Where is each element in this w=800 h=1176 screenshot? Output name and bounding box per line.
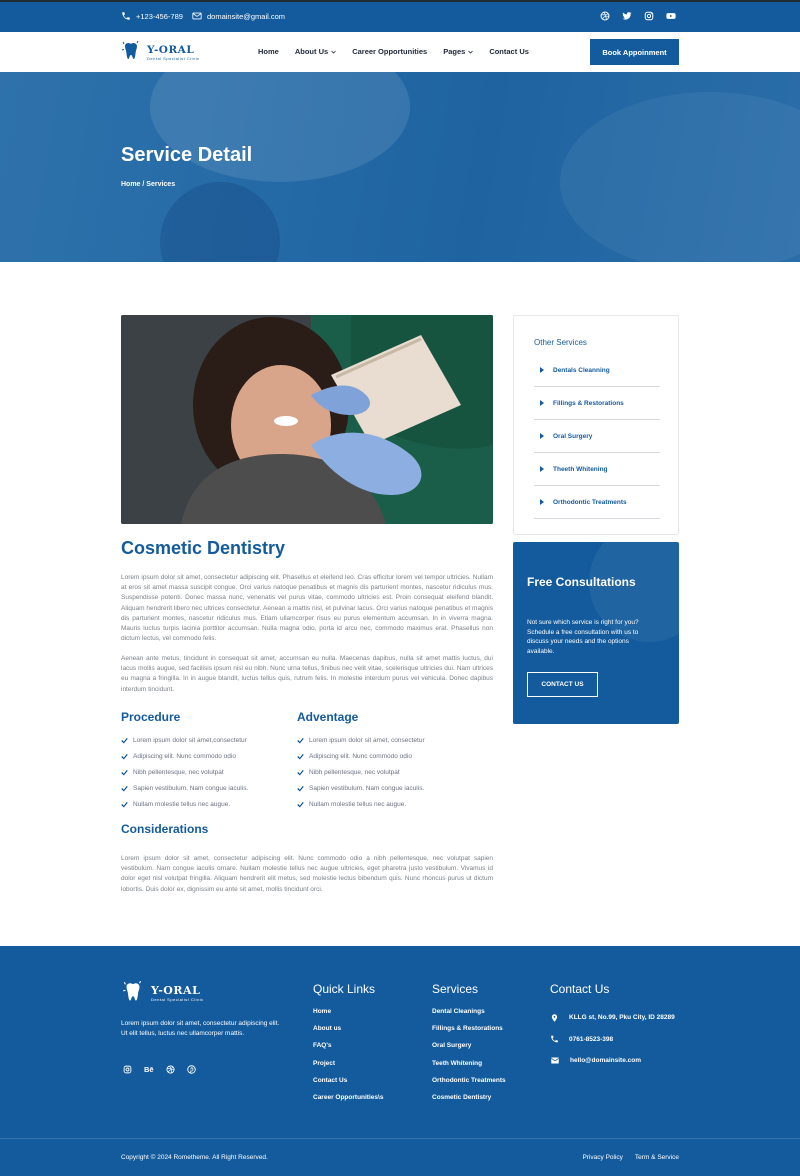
footer-link[interactable]: Dental Cleanings — [432, 1008, 485, 1015]
footer-link[interactable]: Fillings & Restorations — [432, 1025, 503, 1033]
service-link[interactable] — [534, 486, 660, 519]
topbar-email[interactable] — [192, 11, 285, 21]
check-icon — [297, 785, 304, 792]
dribbble-icon[interactable] — [166, 1065, 175, 1074]
service-title: Cosmetic Dentistry — [121, 538, 286, 558]
instagram-icon[interactable] — [123, 1065, 132, 1074]
copyright: Copyright © 2024 Rometheme. All Right Reserved. — [121, 1154, 268, 1161]
footer-link[interactable]: Home — [313, 1008, 332, 1015]
check-icon — [121, 801, 128, 808]
list-item — [121, 796, 301, 812]
list-item-text: Sapien vestibulum. Nam congue iaculis. — [133, 784, 249, 792]
hero-decoration — [160, 182, 280, 262]
phone-icon — [550, 1034, 559, 1044]
check-icon — [121, 753, 128, 760]
hero-banner — [0, 72, 800, 262]
email-text: domainsite@gmail.com — [207, 11, 286, 21]
footer-logo[interactable] — [121, 980, 204, 1006]
phone-text: +123-456-789 — [136, 11, 183, 21]
nav-item-career[interactable] — [352, 47, 427, 56]
considerations-title: Considerations — [121, 822, 209, 836]
other-services-title: Other Services — [534, 338, 587, 347]
footer-link[interactable]: Project — [313, 1059, 336, 1067]
list-item — [297, 780, 477, 796]
footer-link[interactable]: Teeth Whitening — [432, 1059, 483, 1067]
free-consultation-card — [513, 542, 679, 724]
breadcrumb[interactable]: Home / Services — [121, 181, 176, 188]
footer-link[interactable]: FAQ's — [313, 1042, 332, 1050]
considerations-text: Lorem ipsum dolor sit amet, consectetur adipiscing elit. Nunc commodo odio a nibh pellentesque, nec volutpat sapien vestibulum. Nam congue iaculis ornare. Nullam molestie tellus nec augue ultricies, eget pharetra justo vestibulum. Vivamus id dolor eget nisl volutpat fringilla. Aliquam hendrerit elit metus, sed molestie lectus bibendum quis. Nunc rhoncus purus ut dictum lobortis. Duis dolor ex, dignissim eu ante sit amet, mollis tincidunt orci. — [121, 855, 493, 893]
list-item — [297, 796, 477, 812]
check-icon — [297, 737, 304, 744]
behance-icon[interactable]: Bē — [144, 1065, 154, 1074]
service-link[interactable] — [534, 387, 660, 420]
footer-link[interactable]: Cosmetic Dentistry — [432, 1093, 492, 1101]
nav-item-pages[interactable] — [443, 47, 473, 56]
service-link-label: Orthodontic Treatments — [553, 498, 627, 506]
book-appointment-button[interactable]: Book Appoinment — [590, 39, 679, 65]
tooth-logo-icon — [121, 40, 141, 64]
phone-icon — [121, 11, 131, 21]
caret-right-icon — [540, 499, 544, 505]
topbar-phone[interactable] — [121, 11, 183, 21]
footer-socials — [123, 1065, 196, 1074]
service-description-2: Aenean ante metus, tincidunt in consequat sit amet, accumsan eu nulla. Maecenas dapibus, nulla sit amet mattis luctus, dui lacus mollis augue, sed facilisis ipsum nisl eu nibh. Nunc urna tellus, finibus nec velit vitae, scelerisque ultricies dui. Nam ultrices eu magna a fringilla. In in augue blandit, luctus tellus quis, rutrum felis. In molestie interdum purus vel vehicula. Donec dapibus interdum tincidunt. — [121, 655, 493, 693]
main-navbar — [0, 32, 800, 72]
nav-label: Career Opportunities — [352, 47, 428, 56]
list-item-text: Nullam molestie tellus nec augue. — [133, 800, 231, 808]
procedure-list — [121, 732, 301, 812]
list-item-text: Lorem ipsum dolor sit amet, consectetur — [309, 736, 425, 744]
topbar-socials — [600, 11, 676, 21]
footer-logo-name: Y-ORAL — [151, 984, 201, 997]
list-item — [121, 732, 301, 748]
caret-right-icon — [540, 367, 544, 373]
list-item — [297, 764, 477, 780]
footer-link[interactable]: Career Opportunities\s — [313, 1093, 384, 1101]
mail-icon — [550, 1056, 560, 1065]
footer-link[interactable]: Contact Us — [313, 1076, 348, 1084]
list-item-text: Sapien vestibulum. Nam congue iaculis. — [309, 784, 425, 792]
nav-label: About Us — [294, 47, 329, 56]
logo-tagline: Dental Specialist Clinic — [147, 55, 200, 61]
advantage-title: Adventage — [297, 710, 359, 724]
site-logo[interactable] — [121, 40, 200, 64]
nav-label: Contact Us — [489, 47, 529, 56]
footer-divider — [0, 1138, 800, 1139]
service-link-label: Theeth Whitening — [553, 465, 608, 473]
quick-links-title: Quick Links — [313, 982, 376, 996]
footer-link[interactable]: Oral Surgery — [432, 1042, 472, 1050]
service-link[interactable] — [534, 354, 660, 387]
list-item — [297, 748, 477, 764]
nav-label: Pages — [443, 47, 466, 56]
consult-title: Free Consultations — [527, 575, 636, 589]
tooth-logo-icon — [121, 980, 145, 1006]
nav-menu — [258, 47, 529, 56]
dribbble-icon[interactable] — [600, 11, 610, 21]
caret-right-icon — [540, 466, 544, 472]
list-item — [121, 764, 301, 780]
quick-links-list — [313, 1008, 383, 1111]
dental-patient-illustration — [121, 315, 493, 524]
nav-item-home[interactable] — [258, 47, 279, 56]
chevron-down-icon — [468, 50, 473, 54]
twitter-icon[interactable] — [622, 11, 632, 21]
list-item — [121, 780, 301, 796]
procedure-title: Procedure — [121, 710, 181, 724]
list-item-text: Adipiscing elit. Nunc commodo odio — [133, 752, 236, 760]
site-footer — [0, 946, 800, 1176]
footer-link[interactable]: About us — [313, 1025, 342, 1033]
service-link-label: Dentals Cleanning — [553, 366, 610, 374]
list-item-text: Lorem ipsum dolor sit amet,consectetur — [133, 736, 247, 744]
check-icon — [297, 801, 304, 808]
top-bar — [0, 0, 800, 32]
phone-text: 0761-8523-398 — [569, 1035, 614, 1043]
footer-about: Lorem ipsum dolor sit amet, consectetur adipiscing elit. Ut elit tellus, luctus nec ullamcorper mattis. — [121, 1020, 280, 1037]
list-item-text: Nibh pellentesque, nec volutpat — [133, 768, 224, 776]
footer-services-list — [432, 1008, 506, 1111]
email-text: hello@domainsite.com — [570, 1057, 641, 1065]
caret-right-icon — [540, 433, 544, 439]
service-link[interactable] — [534, 420, 660, 453]
legal-links — [582, 1154, 679, 1161]
service-description: Lorem ipsum dolor sit amet, consectetur adipiscing elit. Phasellus et eleifend leo. Cras efficitur lorem vel tempor ultricies. Nullam at eros sit amet massa suscipit congue. Orci varius natoque penatibus et magnis dis parturient montes, nascetur ridiculus mus. Suspendisse potenti. Donec massa nunc, venenatis vel purus vitae, commodo ultricies est. Proin consequat eleifend blandit. Aliquam hendrerit libero nec ultrices consectetur. Aenean a mattis nisl, et pulvinar lacus. Orci varius natoque penatibus et magnis dis parturient montes, nascetur ridiculus mus. Etiam ullamcorper risus eu purus elementum accumsan. In in viverra magna. Mauris luctus turpis lacinia porttitor accumsan. Nulla magna odio, porta id arcu nec, commodo maximus erat. Phasellus non dictum lectus, vel commodo felis. — [121, 574, 493, 643]
check-icon — [297, 769, 304, 776]
caret-right-icon — [540, 400, 544, 406]
advantage-list — [297, 732, 477, 812]
footer-address — [550, 1007, 675, 1029]
service-photo — [121, 315, 493, 524]
check-icon — [121, 785, 128, 792]
check-icon — [121, 769, 128, 776]
footer-logo-tagline: Dental Specialist Clinic — [151, 997, 204, 1002]
nav-label: Home — [258, 47, 279, 56]
logo-name: Y-ORAL — [147, 43, 195, 56]
address-text: KLLG st, No.99, Pku City, ID 28289 — [569, 1014, 675, 1022]
footer-services-title: Services — [432, 982, 479, 996]
check-icon — [297, 753, 304, 760]
list-item — [297, 732, 477, 748]
privacy-policy-link[interactable]: Privacy Policy — [582, 1154, 623, 1161]
service-link-label: Oral Surgery — [553, 432, 593, 440]
check-icon — [121, 737, 128, 744]
page-title: Service Detail — [121, 144, 253, 166]
service-link[interactable] — [534, 453, 660, 486]
list-item-text: Adipiscing elit. Nunc commodo odio — [309, 752, 412, 760]
list-item-text: Nibh pellentesque, nec volutpat — [309, 768, 400, 776]
youtube-icon[interactable] — [666, 11, 676, 21]
other-services-panel — [513, 315, 679, 535]
footer-link[interactable]: Orthodontic Treatments — [432, 1076, 506, 1084]
footer-contact-title: Contact Us — [550, 982, 610, 996]
list-item-text: Nullam molestie tellus nec augue. — [309, 800, 407, 808]
list-item — [121, 748, 301, 764]
mail-icon — [192, 11, 202, 21]
pinterest-icon[interactable] — [187, 1065, 196, 1074]
consult-text: Not sure which service is right for you? Schedule a free consultation with us to discuss your needs and the options available. — [527, 619, 639, 655]
footer-contact-list — [550, 1007, 675, 1072]
hero-decoration — [560, 92, 800, 262]
nav-item-about[interactable] — [295, 47, 336, 56]
chevron-down-icon — [331, 50, 336, 54]
instagram-icon[interactable] — [644, 11, 654, 21]
location-pin-icon — [550, 1013, 559, 1023]
terms-link[interactable]: Term & Service — [634, 1154, 679, 1161]
footer-email[interactable] — [550, 1050, 675, 1072]
service-link-label: Fillings & Restorations — [553, 399, 624, 407]
contact-us-button[interactable]: CONTACT US — [527, 672, 598, 697]
footer-phone[interactable] — [550, 1029, 675, 1051]
nav-item-contact[interactable] — [489, 47, 529, 56]
